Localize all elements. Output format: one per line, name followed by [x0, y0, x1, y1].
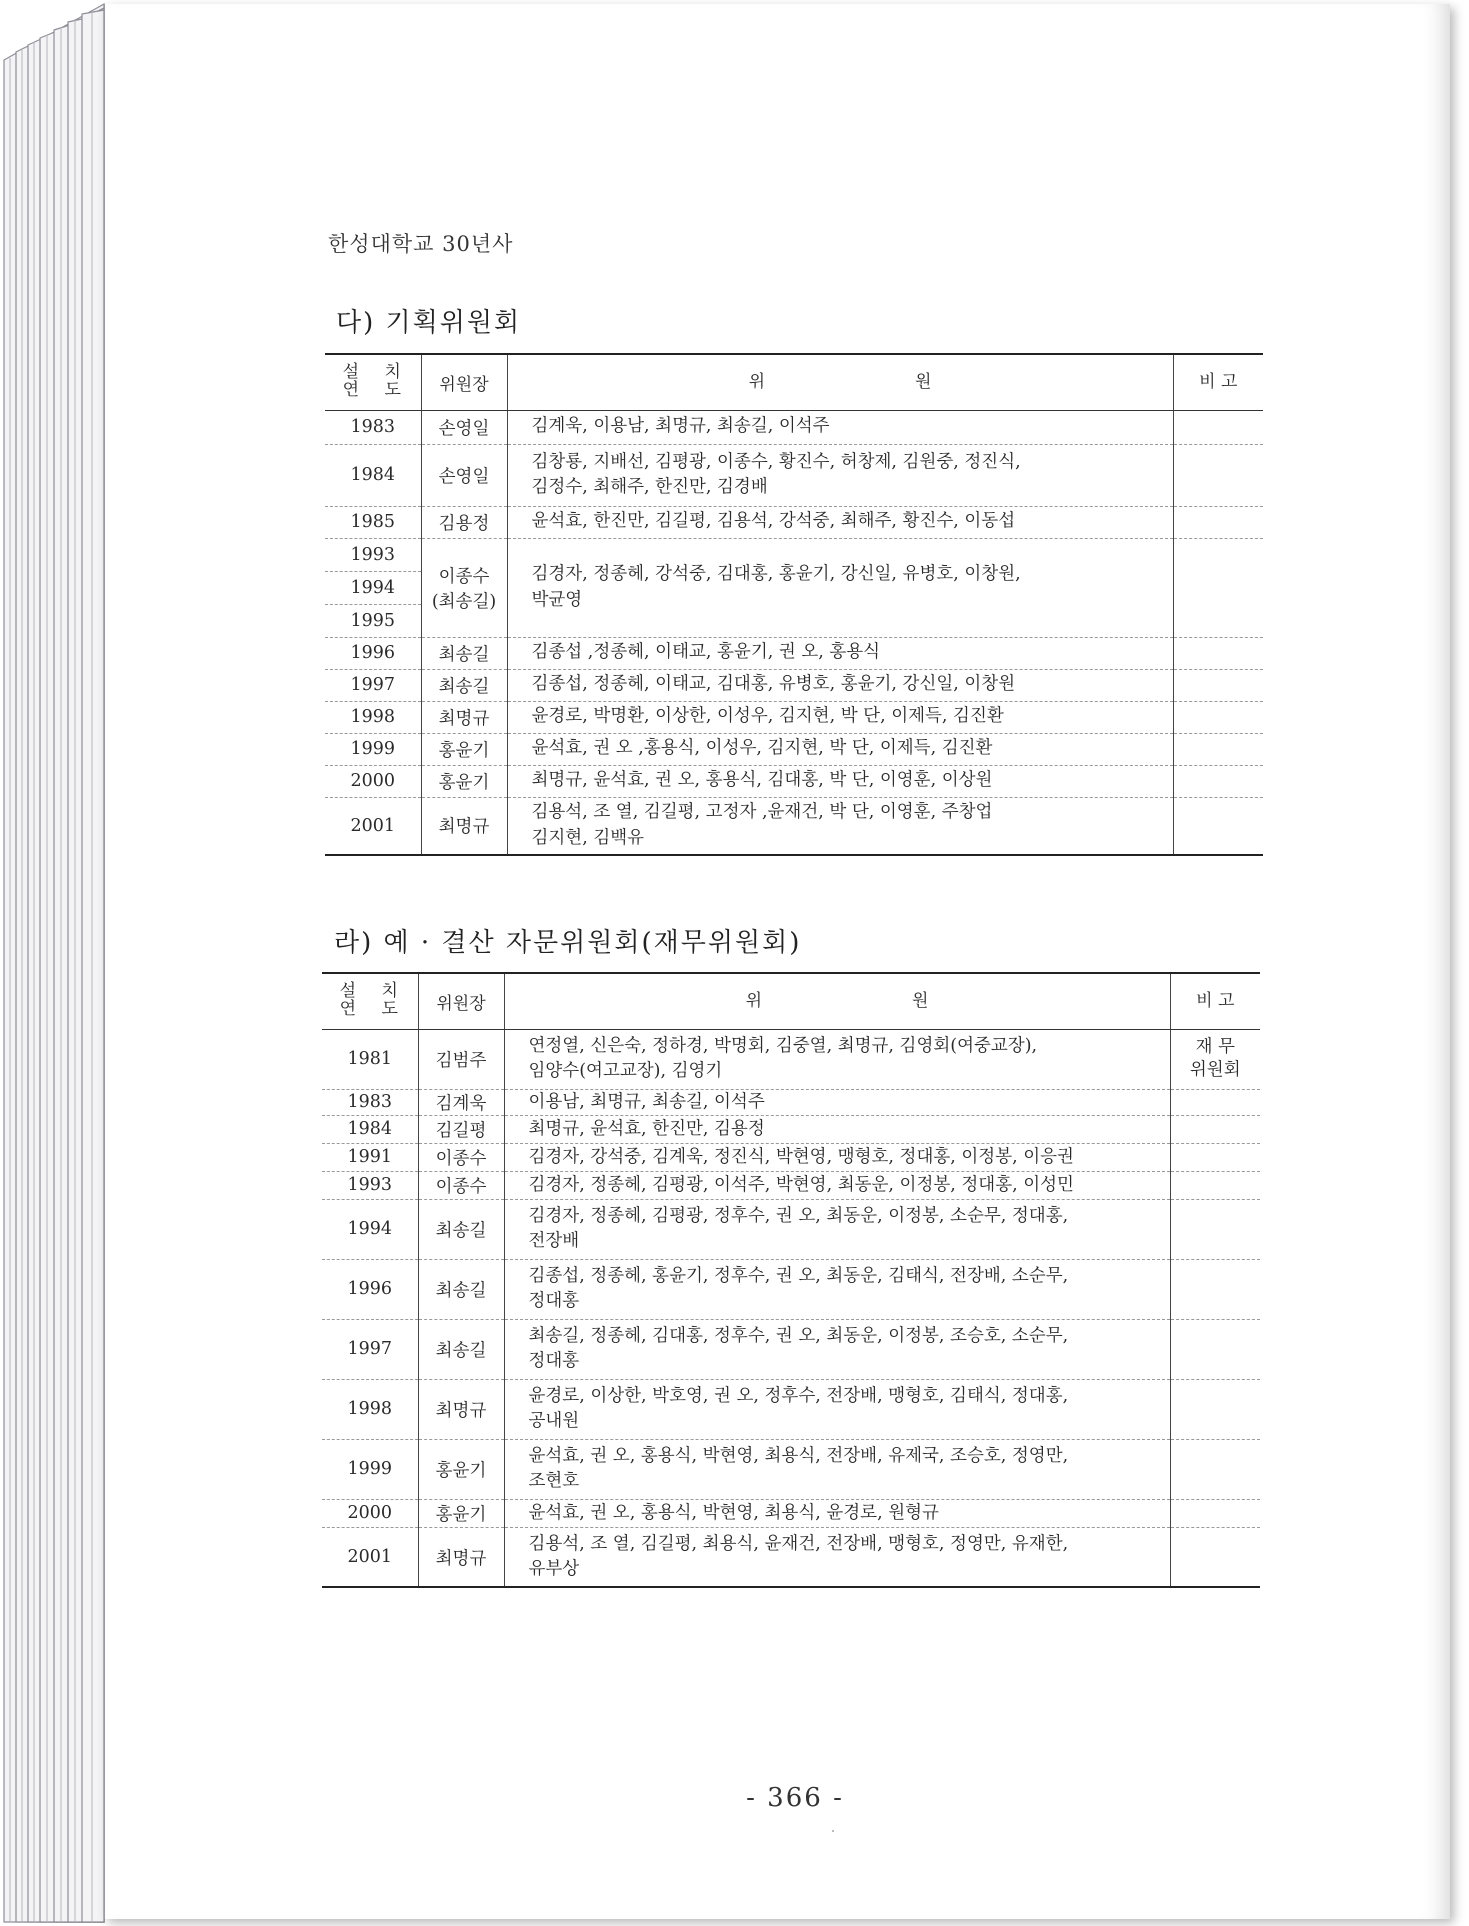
table-row	[325, 797, 1263, 855]
year-cell	[325, 701, 421, 733]
year-value: 1983	[350, 417, 396, 437]
year-value: 2001	[350, 815, 396, 836]
column-header-members-part: 원	[912, 990, 929, 1011]
chair-cell	[418, 1199, 504, 1259]
chair-name: 이종수	[438, 566, 490, 587]
column-header-year-line: 연 도	[339, 999, 408, 1020]
members-line: 김경자, 정종헤, 김평광, 정후수, 권 오, 최동운, 이정봉, 소순무, 정대홍,	[528, 1206, 1069, 1226]
note-cell	[1170, 1171, 1260, 1199]
chair-name: 최명규	[438, 817, 490, 838]
year-cell	[325, 410, 421, 444]
year-value: 2000	[347, 1503, 393, 1524]
planning-committee-table	[325, 353, 1263, 856]
table-row	[322, 1527, 1260, 1587]
year-cell	[325, 538, 421, 637]
chair-cell	[418, 1089, 504, 1115]
year-cell	[322, 1029, 418, 1089]
column-header-year-line: 설 치	[339, 981, 408, 1002]
members-line: 이용남, 최명규, 최송길, 이석주	[528, 1091, 765, 1112]
chair-cell	[418, 1439, 504, 1499]
table-row	[322, 1143, 1260, 1171]
chair-name: 김범주	[435, 1050, 487, 1071]
chair-name: 이종수	[435, 1148, 487, 1169]
members-line: 김종섭 ,정종헤, 이태교, 홍윤기, 권 오, 홍용식	[531, 642, 881, 663]
members-line: 임양수(여고교장), 김영기	[528, 1061, 723, 1081]
members-line: 김용석, 조 열, 김길평, 최용식, 윤재건, 전장배, 맹형호, 정영만, 유재한,	[528, 1533, 1069, 1554]
year-cell	[322, 1439, 418, 1499]
column-header-year	[322, 973, 418, 1029]
members-cell	[507, 506, 1173, 538]
note-cell	[1173, 637, 1263, 669]
chair-cell	[418, 1319, 504, 1379]
chair-cell	[421, 637, 507, 669]
members-line: 윤석효, 권 오, 홍용식, 박현영, 최용식, 전장배, 유제국, 조승호, 정영만,	[528, 1446, 1069, 1466]
members-line: 정대홍	[528, 1291, 580, 1312]
chair-cell	[421, 797, 507, 855]
section-title-planning-committee: 다) 기획위원회	[336, 308, 522, 338]
column-header-chair: 위원장	[418, 973, 504, 1029]
members-cell	[504, 1143, 1170, 1171]
note-cell	[1173, 538, 1263, 637]
note-line: 위원회	[1189, 1060, 1241, 1080]
note-cell	[1173, 797, 1263, 855]
members-line: 윤경로, 박명환, 이상한, 이성우, 김지현, 박 단, 이제득, 김진환	[531, 706, 1004, 727]
members-cell	[507, 637, 1173, 669]
page-speck	[832, 1830, 834, 1832]
members-cell	[504, 1089, 1170, 1115]
note-cell	[1170, 1143, 1260, 1171]
table-row	[325, 701, 1263, 733]
year-value: 1998	[350, 707, 396, 727]
year-value: 1998	[347, 1399, 393, 1420]
chair-cell	[418, 1115, 504, 1143]
note-cell	[1170, 1439, 1260, 1499]
members-line: 김종섭, 정종헤, 이태교, 김대홍, 유병호, 홍윤기, 강신일, 이창원	[531, 674, 1016, 695]
column-header-year-line: 연 도	[342, 380, 411, 401]
members-line: 김계욱, 이용남, 최명규, 최송길, 이석주	[531, 416, 830, 437]
table-row	[325, 733, 1263, 765]
year-value: 1984	[347, 1119, 393, 1140]
chair-name: 김용정	[438, 513, 490, 534]
members-line: 최명규, 윤석효, 권 오, 홍용식, 김대홍, 박 단, 이영훈, 이상원	[531, 770, 993, 791]
members-cell	[507, 669, 1173, 701]
note-cell	[1170, 1379, 1260, 1439]
note-cell	[1170, 1199, 1260, 1259]
year-cell	[322, 1527, 418, 1587]
chair-name: 김계욱	[435, 1093, 487, 1114]
year-value: 1999	[347, 1459, 393, 1480]
table-row	[322, 1115, 1260, 1143]
members-line: 윤경로, 이상한, 박호영, 권 오, 정후수, 전장배, 맹형호, 김태식, 정대홍,	[528, 1386, 1069, 1406]
chair-name: 손영일	[438, 466, 490, 487]
chair-cell	[418, 1379, 504, 1439]
table-row	[322, 1259, 1260, 1319]
chair-cell	[418, 1499, 504, 1527]
table-row	[325, 410, 1263, 444]
table-row	[325, 669, 1263, 701]
chair-cell	[421, 669, 507, 701]
members-line: 김창룡, 지배선, 김평광, 이종수, 황진수, 허창제, 김원중, 정진식,	[531, 451, 1021, 472]
chair-cell	[421, 410, 507, 444]
chair-cell	[418, 1029, 504, 1089]
table-row	[325, 506, 1263, 538]
members-line: 유부상	[528, 1559, 580, 1580]
budget-committee-table	[322, 972, 1260, 1588]
members-cell	[504, 1499, 1170, 1527]
column-header-members-part: 위	[748, 371, 765, 392]
members-line: 김용석, 조 열, 김길평, 고정자 ,윤재건, 박 단, 이영훈, 주창업	[531, 802, 993, 823]
year-value: 1999	[350, 739, 396, 759]
year-cell	[325, 797, 421, 855]
year-cell	[322, 1115, 418, 1143]
note-cell	[1173, 701, 1263, 733]
members-line: 김경자, 정종헤, 김평광, 이석주, 박현영, 최동운, 이정봉, 정대홍, 이성민	[528, 1174, 1074, 1195]
column-header-members	[507, 354, 1173, 410]
members-cell	[504, 1439, 1170, 1499]
members-cell	[507, 733, 1173, 765]
year-value: 1985	[350, 512, 396, 532]
members-line: 공내원	[528, 1411, 580, 1432]
note-cell	[1173, 444, 1263, 506]
chair-name: 홍윤기	[435, 1504, 487, 1525]
document-page	[104, 4, 1450, 1919]
members-line: 연정열, 신은숙, 정하경, 박명회, 김중열, 최명규, 김영회(여중교장),	[528, 1035, 1038, 1056]
members-line: 최명규, 윤석효, 한진만, 김용정	[528, 1118, 765, 1139]
chair-cell	[421, 444, 507, 506]
year-value: 1983	[347, 1092, 393, 1113]
chair-name: 최명규	[435, 1548, 487, 1569]
members-cell	[504, 1527, 1170, 1587]
year-cell	[322, 1199, 418, 1259]
year-cell	[325, 444, 421, 506]
chair-name: 홍윤기	[438, 740, 490, 761]
members-line: 윤석효, 권 오 ,홍용식, 이성우, 김지현, 박 단, 이제득, 김진환	[531, 738, 993, 759]
running-head: 한성대학교 30년사	[328, 232, 514, 256]
column-header-members-part: 원	[915, 371, 932, 392]
chair-name: 최송길	[438, 644, 490, 665]
year-value: 1996	[347, 1279, 393, 1300]
year-value: 1981	[347, 1049, 393, 1069]
members-cell	[504, 1029, 1170, 1089]
year-value: 1994	[347, 1219, 393, 1240]
year-cell	[322, 1319, 418, 1379]
chair-cell	[421, 506, 507, 538]
year-cell	[325, 637, 421, 669]
year-cell	[325, 765, 421, 797]
members-cell	[504, 1115, 1170, 1143]
table-row	[325, 444, 1263, 506]
year-value: 1991	[347, 1147, 393, 1168]
year-value: 1993	[347, 1175, 393, 1196]
members-line: 김종섭, 정종헤, 홍윤기, 정후수, 권 오, 최동운, 김태식, 전장배, 소순무,	[528, 1266, 1069, 1286]
year-cell	[325, 733, 421, 765]
note-cell	[1173, 410, 1263, 444]
year-value: 2001	[347, 1547, 393, 1568]
members-cell	[507, 444, 1173, 506]
chair-cell	[421, 765, 507, 797]
year-cell	[325, 506, 421, 538]
year-cell	[325, 669, 421, 701]
chair-name: 최송길	[435, 1280, 487, 1301]
members-cell	[507, 765, 1173, 797]
column-header-note: 비 고	[1170, 973, 1260, 1029]
chair-name: 홍윤기	[435, 1460, 487, 1481]
chair-cell	[418, 1143, 504, 1171]
column-header-members	[504, 973, 1170, 1029]
year-cell	[322, 1379, 418, 1439]
members-cell	[504, 1199, 1170, 1259]
note-cell	[1170, 1319, 1260, 1379]
year-cell	[322, 1143, 418, 1171]
note-cell	[1170, 1527, 1260, 1587]
column-header-note: 비 고	[1173, 354, 1263, 410]
members-cell	[507, 701, 1173, 733]
column-header-chair: 위원장	[421, 354, 507, 410]
year-value: 1994	[325, 572, 421, 605]
members-cell	[504, 1379, 1170, 1439]
year-cell	[322, 1171, 418, 1199]
members-cell	[504, 1171, 1170, 1199]
members-line: 전장배	[528, 1231, 580, 1252]
chair-cell	[421, 701, 507, 733]
note-cell	[1173, 506, 1263, 538]
table-row	[322, 1499, 1260, 1527]
chair-cell	[418, 1171, 504, 1199]
note-cell	[1173, 669, 1263, 701]
column-header-members-part: 위	[745, 990, 762, 1011]
note-cell	[1173, 733, 1263, 765]
year-cell	[322, 1499, 418, 1527]
table-row	[325, 765, 1263, 797]
year-cell	[322, 1089, 418, 1115]
year-value: 1997	[350, 675, 396, 695]
note-cell	[1170, 1115, 1260, 1143]
note-cell	[1170, 1259, 1260, 1319]
chair-name: (최송길)	[431, 591, 497, 612]
chair-name: 홍윤기	[438, 772, 490, 793]
members-cell	[507, 538, 1173, 637]
chair-cell	[421, 733, 507, 765]
members-line: 윤석효, 권 오, 홍용식, 박현영, 최용식, 윤경로, 원형규	[528, 1502, 939, 1523]
table-row	[325, 637, 1263, 669]
chair-name: 최송길	[438, 676, 490, 697]
members-line: 윤석효, 한진만, 김길평, 김용석, 강석중, 최해주, 황진수, 이동섭	[531, 511, 1016, 532]
year-value: 2000	[350, 771, 396, 791]
table-row	[322, 1319, 1260, 1379]
table-row	[325, 538, 1263, 637]
column-header-year-line: 설 치	[342, 362, 411, 383]
members-line: 김정수, 최해주, 한진만, 김경배	[531, 477, 768, 497]
members-line: 김지현, 김백유	[531, 827, 645, 848]
budget-committee-rows	[322, 1029, 1260, 1587]
page-number: - 366 -	[746, 1783, 844, 1813]
note-cell	[1170, 1089, 1260, 1115]
planning-committee-rows	[325, 410, 1263, 855]
chair-name: 이종수	[435, 1176, 487, 1197]
note-cell	[1173, 765, 1263, 797]
year-value: 1993	[325, 539, 421, 572]
chair-name: 손영일	[438, 418, 490, 439]
chair-cell	[418, 1527, 504, 1587]
table-row	[322, 1089, 1260, 1115]
members-line: 김경자, 정종헤, 강석중, 김대홍, 홍윤기, 강신일, 유병호, 이창원,	[531, 564, 1021, 585]
year-cell	[322, 1259, 418, 1319]
members-line: 최송길, 정종헤, 김대홍, 정후수, 권 오, 최동운, 이정봉, 조승호, 소순무,	[528, 1326, 1069, 1346]
table-row	[322, 1171, 1260, 1199]
note-line: 재 무	[1195, 1037, 1235, 1058]
table-row	[322, 1199, 1260, 1259]
chair-name: 김길평	[435, 1120, 487, 1141]
table-row	[322, 1439, 1260, 1499]
members-line: 정대홍	[528, 1351, 580, 1372]
members-line: 조현호	[528, 1471, 580, 1492]
members-cell	[507, 410, 1173, 444]
chair-name: 최송길	[435, 1220, 487, 1241]
members-cell	[507, 797, 1173, 855]
members-line: 김경자, 강석중, 김계욱, 정진식, 박현영, 맹형호, 정대홍, 이정봉, 이응권	[528, 1146, 1074, 1167]
chair-name: 최송길	[435, 1340, 487, 1361]
table-row	[322, 1029, 1260, 1089]
year-value: 1995	[350, 610, 396, 631]
table-row	[322, 1379, 1260, 1439]
chair-cell	[418, 1259, 504, 1319]
section-title-budget-committee: 라) 예 · 결산 자문위원회(재무위원회)	[334, 928, 802, 958]
note-cell	[1170, 1499, 1260, 1527]
members-cell	[504, 1319, 1170, 1379]
members-line: 박균영	[531, 589, 583, 610]
note-cell	[1170, 1029, 1260, 1089]
year-value: 1996	[350, 643, 396, 663]
year-value: 1984	[350, 465, 396, 485]
chair-name: 최명규	[435, 1400, 487, 1421]
chair-name: 최명규	[438, 708, 490, 729]
year-value: 1997	[347, 1339, 393, 1360]
chair-cell	[421, 538, 507, 637]
column-header-year	[325, 354, 421, 410]
members-cell	[504, 1259, 1170, 1319]
